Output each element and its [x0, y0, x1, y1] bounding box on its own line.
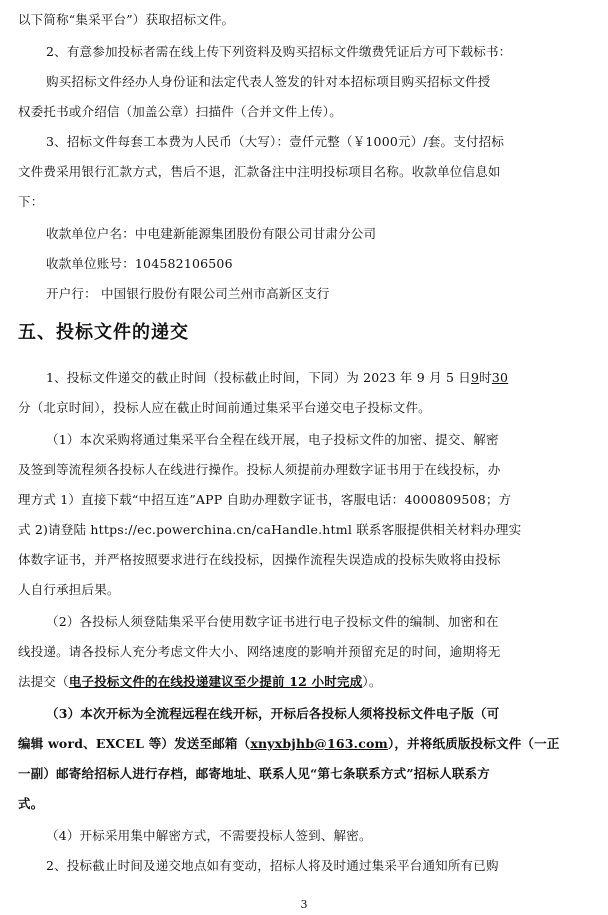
emphasis-note: 电子投标文件的在线投递建议至少提前 12 小时完成 — [68, 674, 363, 689]
deadline-minute: 30 — [491, 370, 509, 385]
text-line — [18, 674, 594, 690]
text-line: 购买招标文件经办人身份证和法定代表人签发的针对本招标项目购买招标文件授 — [46, 74, 491, 89]
payee-account: 收款单位账号：104582106506 — [46, 256, 233, 271]
email-link[interactable]: xnyxbjhb@163.com — [250, 736, 388, 751]
text-line — [18, 736, 594, 752]
deadline-hour-label: 时 — [479, 370, 492, 385]
text-line: （2）各投标人须登陆集采平台使用数字证书进行电子投标文件的编制、加密和在 — [46, 614, 499, 629]
text-line: 式。 — [18, 796, 44, 811]
text-line: 2、有意参加投标者需在线上传下列资料及购买招标文件缴费凭证后方可下载标书： — [46, 44, 512, 59]
inline-text: 编辑 word、EXCEL 等）发送至邮箱（ — [18, 736, 251, 751]
page-number: 3 — [300, 898, 308, 911]
deadline-day: 9 — [471, 370, 480, 385]
deadline-line-1 — [46, 370, 594, 386]
text-line: 3、招标文件每套工本费为人民币（大写）：壹仟元整（￥1000元）/套。支付招标 — [46, 134, 505, 149]
deadline-line-2: 分（北京时间），投标人应在截止时间前通过集采平台递交电子投标文件。 — [18, 400, 431, 415]
deadline-text: 1、投标文件递交的截止时间（投标截止时间，下同）为 2023 年 9 月 5 日 — [46, 370, 472, 385]
text-line: （3）本次开标为全流程远程在线开标，开标后各投标人须将投标文件电子版（可 — [46, 706, 500, 721]
payee-name: 收款单位户名：中电建新能源集团股份有限公司甘肃分公司 — [46, 226, 377, 241]
text-line: 文件费采用银行汇款方式，售后不退，汇款备注中注明投标项目名称。收款单位信息如 — [18, 164, 501, 179]
text-line: 理方式 1）直接下载“中招互连”APP 自助办理数字证书，客服电话：4000809508；方 — [18, 492, 512, 507]
text-line: 及签到等流程须各投标人在线进行操作。投标人须提前办理数字证书用于在线投标，办 — [18, 462, 501, 477]
text-line: 下： — [18, 194, 44, 209]
text-line: 式 2)请登陆 https://ec.powerchina.cn/caHandle.html 联系客服提供相关材料办理实 — [18, 522, 522, 537]
text-line: 体数字证书，并严格按照要求进行在线投标，因操作流程失误造成的投标失败将由投标 — [18, 552, 501, 567]
text-line: （4）开标采用集中解密方式，不需要投标人签到、解密。 — [46, 828, 372, 843]
inline-text: ），并将纸质版投标文件（一正 — [387, 736, 560, 751]
payee-bank: 开户行： 中国银行股份有限公司兰州市高新区支行 — [46, 286, 330, 301]
text-line: 权委托书或介绍信（加盖公章）扫描件（合并文件上传）。 — [18, 104, 342, 119]
text-line: 以下简称“集采平台”）获取招标文件。 — [18, 12, 235, 27]
text-line: 2、投标截止时间及递交地点如有变动，招标人将及时通过集采平台通知所有已购 — [46, 858, 499, 873]
text-line: 线投递。请各投标人充分考虑文件大小、网络速度的影响并预留充足的时间，逾期将无 — [18, 644, 501, 659]
inline-text: 法提交（ — [18, 674, 69, 689]
section-heading: 五、投标文件的递交 — [18, 322, 189, 343]
inline-text: ）。 — [362, 674, 382, 689]
text-line: 一副）邮寄给招标人进行存档，邮寄地址、联系人见“第七条联系方式”招标人联系方 — [18, 766, 490, 781]
text-line: （1）本次采购将通过集采平台全程在线开展，电子投标文件的加密、提交、解密 — [46, 432, 499, 447]
text-line: 人自行承担后果。 — [18, 582, 120, 597]
